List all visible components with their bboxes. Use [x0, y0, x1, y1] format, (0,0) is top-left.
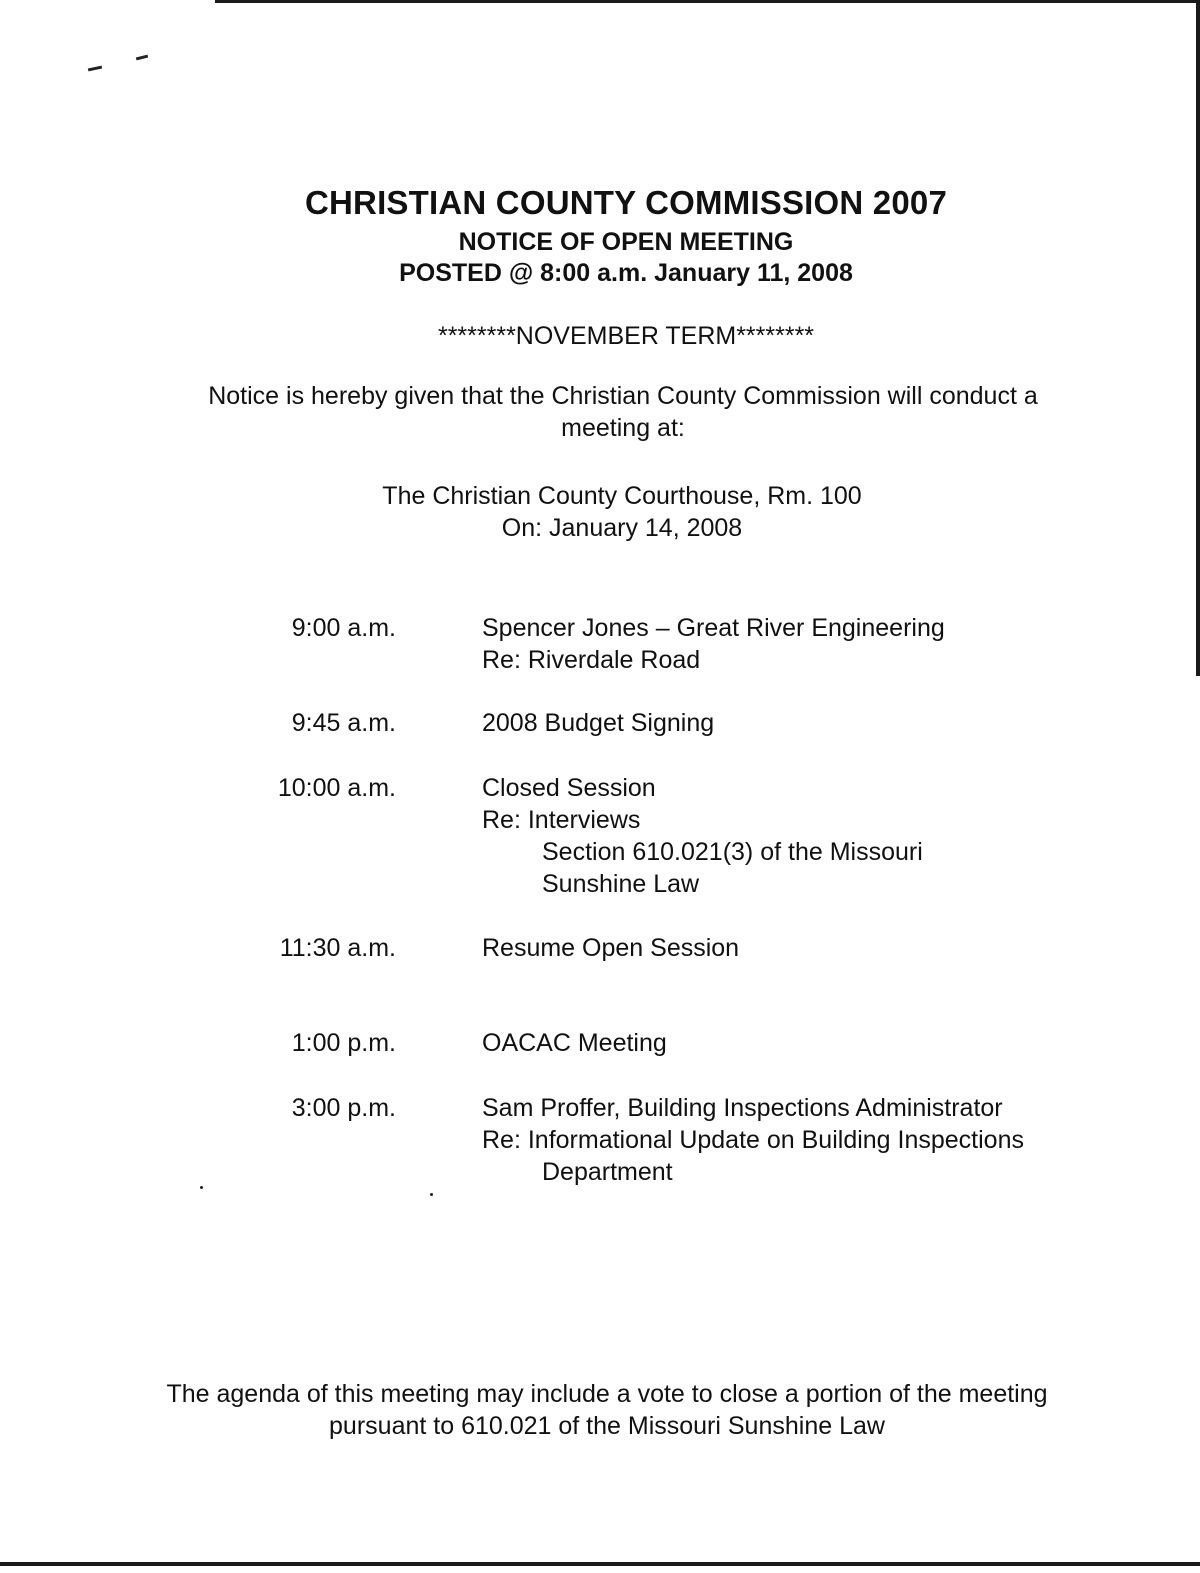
agenda-time: 10:00 a.m. [277, 774, 396, 802]
scan-speck [200, 1186, 203, 1189]
agenda-time: 9:00 a.m. [291, 614, 396, 642]
posted-date: POSTED @ 8:00 a.m. January 11, 2008 [399, 259, 853, 287]
agenda-line: Re: Interviews [482, 806, 641, 834]
scan-speck [430, 1193, 433, 1196]
term-heading: ********NOVEMBER TERM******** [437, 322, 815, 350]
agenda-description [482, 932, 739, 964]
agenda-line: Section 610.021(3) of the Missouri [542, 838, 923, 866]
meeting-location [0, 480, 1200, 544]
agenda-line: Sunshine Law [542, 870, 700, 898]
scan-edge-top [215, 0, 1200, 3]
agenda-line: Re: Riverdale Road [482, 646, 701, 674]
agenda-time: 9:45 a.m. [291, 709, 396, 737]
agenda-line: Sam Proffer, Building Inspections Administrator [482, 1094, 1003, 1122]
notice-line: meeting at: [561, 414, 685, 442]
agenda-line: Closed Session [482, 774, 656, 802]
agenda-line: OACAC Meeting [482, 1029, 667, 1057]
agenda-time: 11:30 a.m. [279, 934, 396, 962]
agenda-description [482, 612, 945, 676]
scan-edge-bottom [0, 1562, 1200, 1566]
agenda-line: Spencer Jones – Great River Engineering [482, 614, 945, 642]
document-subtitle: NOTICE OF OPEN MEETING [458, 228, 794, 256]
agenda-line: 2008 Budget Signing [482, 709, 715, 737]
document-title: CHRISTIAN COUNTY COMMISSION 2007 [304, 184, 948, 221]
agenda-description [482, 772, 923, 900]
agenda-line: Resume Open Session [482, 934, 740, 962]
agenda-description [482, 1092, 1024, 1188]
agenda-line: Re: Informational Update on Building Inspections [482, 1126, 1024, 1154]
notice-paragraph [0, 380, 1200, 444]
scan-speck [136, 55, 148, 61]
footer-line: pursuant to 610.021 of the Missouri Sunshine Law [329, 1412, 885, 1440]
agenda-time: 3:00 p.m. [291, 1094, 396, 1122]
notice-line: Notice is hereby given that the Christian County Commission will conduct a [208, 382, 1038, 410]
location-place: The Christian County Courthouse, Rm. 100 [382, 482, 862, 510]
location-date: On: January 14, 2008 [501, 514, 743, 542]
agenda-description [482, 1027, 667, 1059]
agenda-line: Department [542, 1158, 673, 1186]
scan-speck [88, 66, 102, 72]
agenda-time: 1:00 p.m. [291, 1029, 396, 1057]
footer-note [0, 1378, 1200, 1442]
footer-line: The agenda of this meeting may include a vote to close a portion of the meeting [166, 1380, 1048, 1408]
agenda-description [482, 707, 714, 739]
